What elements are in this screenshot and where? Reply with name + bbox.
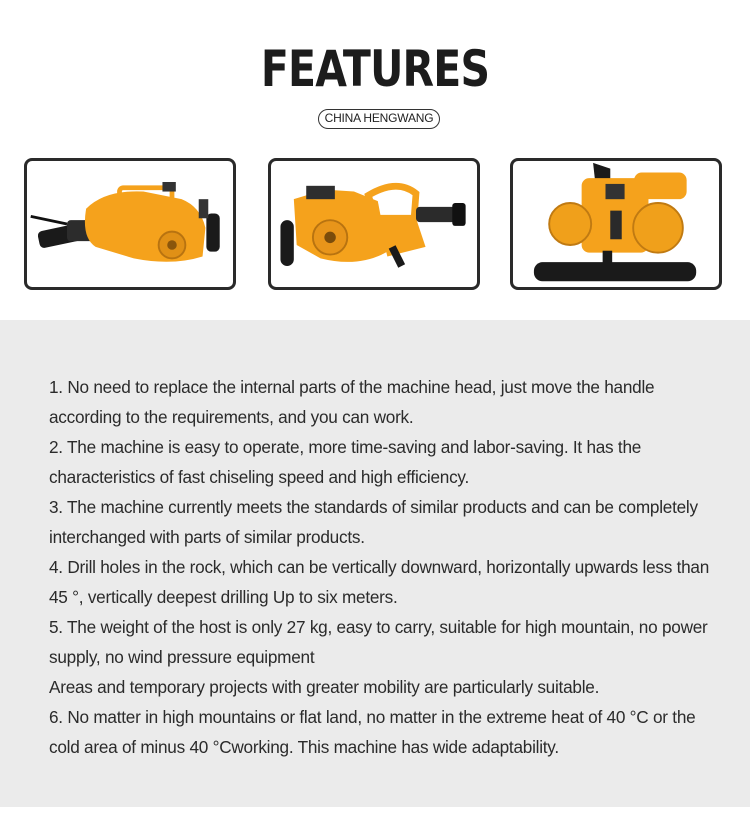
product-image-1 [24, 158, 236, 290]
rock-drill-photo-side [271, 161, 477, 287]
product-image-2 [268, 158, 480, 290]
feature-item: 4. Drill holes in the rock, which can be vertically downward, horizontally upwards less than 45 °, vertically deepest drilling Up to six meters. [49, 557, 710, 607]
rock-drill-photo-front [513, 161, 719, 287]
brand-badge: CHINA HENGWANG [318, 109, 440, 129]
feature-item: 5. The weight of the host is only 27 kg, easy to carry, suitable for high mountain, no power supply, no wind pressure equipment [49, 617, 708, 667]
feature-item: Areas and temporary projects with greater mobility are particularly suitable. [49, 677, 600, 697]
feature-item: 3. The machine currently meets the standards of similar products and can be completely interchanged with parts of similar products. [49, 497, 698, 547]
page-title: FEATURES [260, 40, 490, 98]
features-list [49, 372, 721, 762]
feature-item: 1. No need to replace the internal parts of the machine head, just move the handle according to the requirements, and you can work. [49, 377, 655, 427]
features-header [0, 0, 750, 320]
feature-item: 6. No matter in high mountains or flat land, no matter in the extreme heat of 40 °C or the cold area of minus 40 °Cworking. This machine has wide adaptability. [49, 707, 696, 757]
product-image-3 [510, 158, 722, 290]
feature-item: 2. The machine is easy to operate, more time-saving and labor-saving. It has the characteristics of fast chiseling speed and high efficiency. [49, 437, 642, 487]
rock-drill-photo-angled [27, 161, 233, 287]
